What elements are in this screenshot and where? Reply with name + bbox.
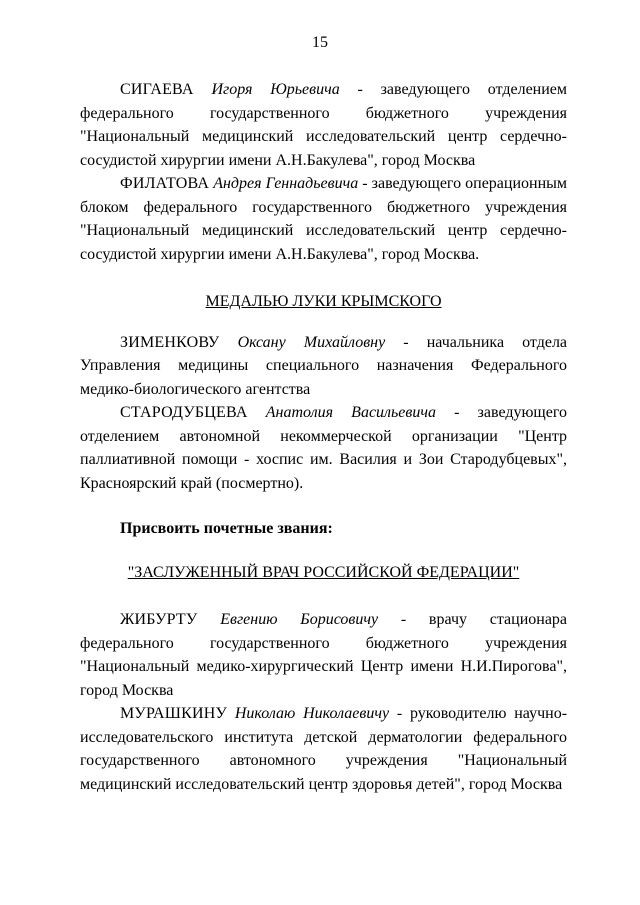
recipient-given-name: Евгению Борисовичу xyxy=(220,611,379,628)
recipient-surname: ЗИМЕНКОВУ xyxy=(120,333,220,351)
recipient-given-name: Игоря Юрьевича xyxy=(211,81,340,98)
recipient-given-name: Анатолия Васильевича xyxy=(265,404,436,421)
recipient-given-name: Николаю Николаевичу xyxy=(234,705,390,722)
recipient-surname: СТАРОДУБЦЕВА xyxy=(120,404,248,421)
document-body xyxy=(80,78,567,796)
recipient-given-name: Оксану Михайловну xyxy=(237,333,386,351)
award-entry xyxy=(80,401,567,495)
recipient-surname: ФИЛАТОВА xyxy=(120,175,210,192)
honorary-titles-heading: Присвоить почетные звания: xyxy=(120,520,333,537)
recipient-position: - заведующего отделением федерального государственного бюджетного учреждения "Национальный медицинский исследовательский центр сердечно-сосудистой хирургии имени А.Н.Бакулева", город Москва xyxy=(80,81,568,169)
award-entry xyxy=(80,172,567,266)
medal-heading: МЕДАЛЬЮ ЛУКИ КРЫМСКОГО xyxy=(205,293,442,310)
recipient-position: - заведующего операционным блоком федерального государственного бюджетного учреждения "Национальный медицинский исследовательский центр сердечно-сосудистой хирургии имени А.Н.Бакулева", город Москва. xyxy=(80,175,568,263)
recipient-position: - руководителю научно-исследовательского института детской дерматологии федерального государственного автономного учреждения "Национальный медицинский исследовательский центр здоровья детей", город Москва xyxy=(80,705,568,793)
recipient-surname: МУРАШКИНУ xyxy=(120,705,228,722)
honorary-title-heading: "ЗАСЛУЖЕННЫЙ ВРАЧ РОССИЙСКОЙ ФЕДЕРАЦИИ" xyxy=(127,563,520,581)
award-entry xyxy=(80,78,567,172)
page-number: 15 xyxy=(312,34,328,51)
recipient-surname: СИГАЕВА xyxy=(120,81,194,98)
recipient-position: - врачу стационара федерального государственного бюджетного учреждения "Национальный медико-хирургический Центр имени Н.И.Пирогова", город Москва xyxy=(80,611,568,699)
recipient-given-name: Андрея Геннадьевича xyxy=(213,175,359,192)
recipient-position: - начальника отдела Управления медицины специального назначения Федерального медико-биологического агентства xyxy=(80,333,568,398)
recipient-surname: ЖИБУРТУ xyxy=(120,611,198,628)
award-entry xyxy=(80,702,567,796)
award-entry xyxy=(80,331,567,402)
award-entry xyxy=(80,608,567,702)
recipient-position: - заведующего отделением автономной некоммерческой организации "Центр паллиативной помощи - хоспис им. Василия и Зои Стародубцевых", Красноярский край (посмертно). xyxy=(80,404,568,492)
